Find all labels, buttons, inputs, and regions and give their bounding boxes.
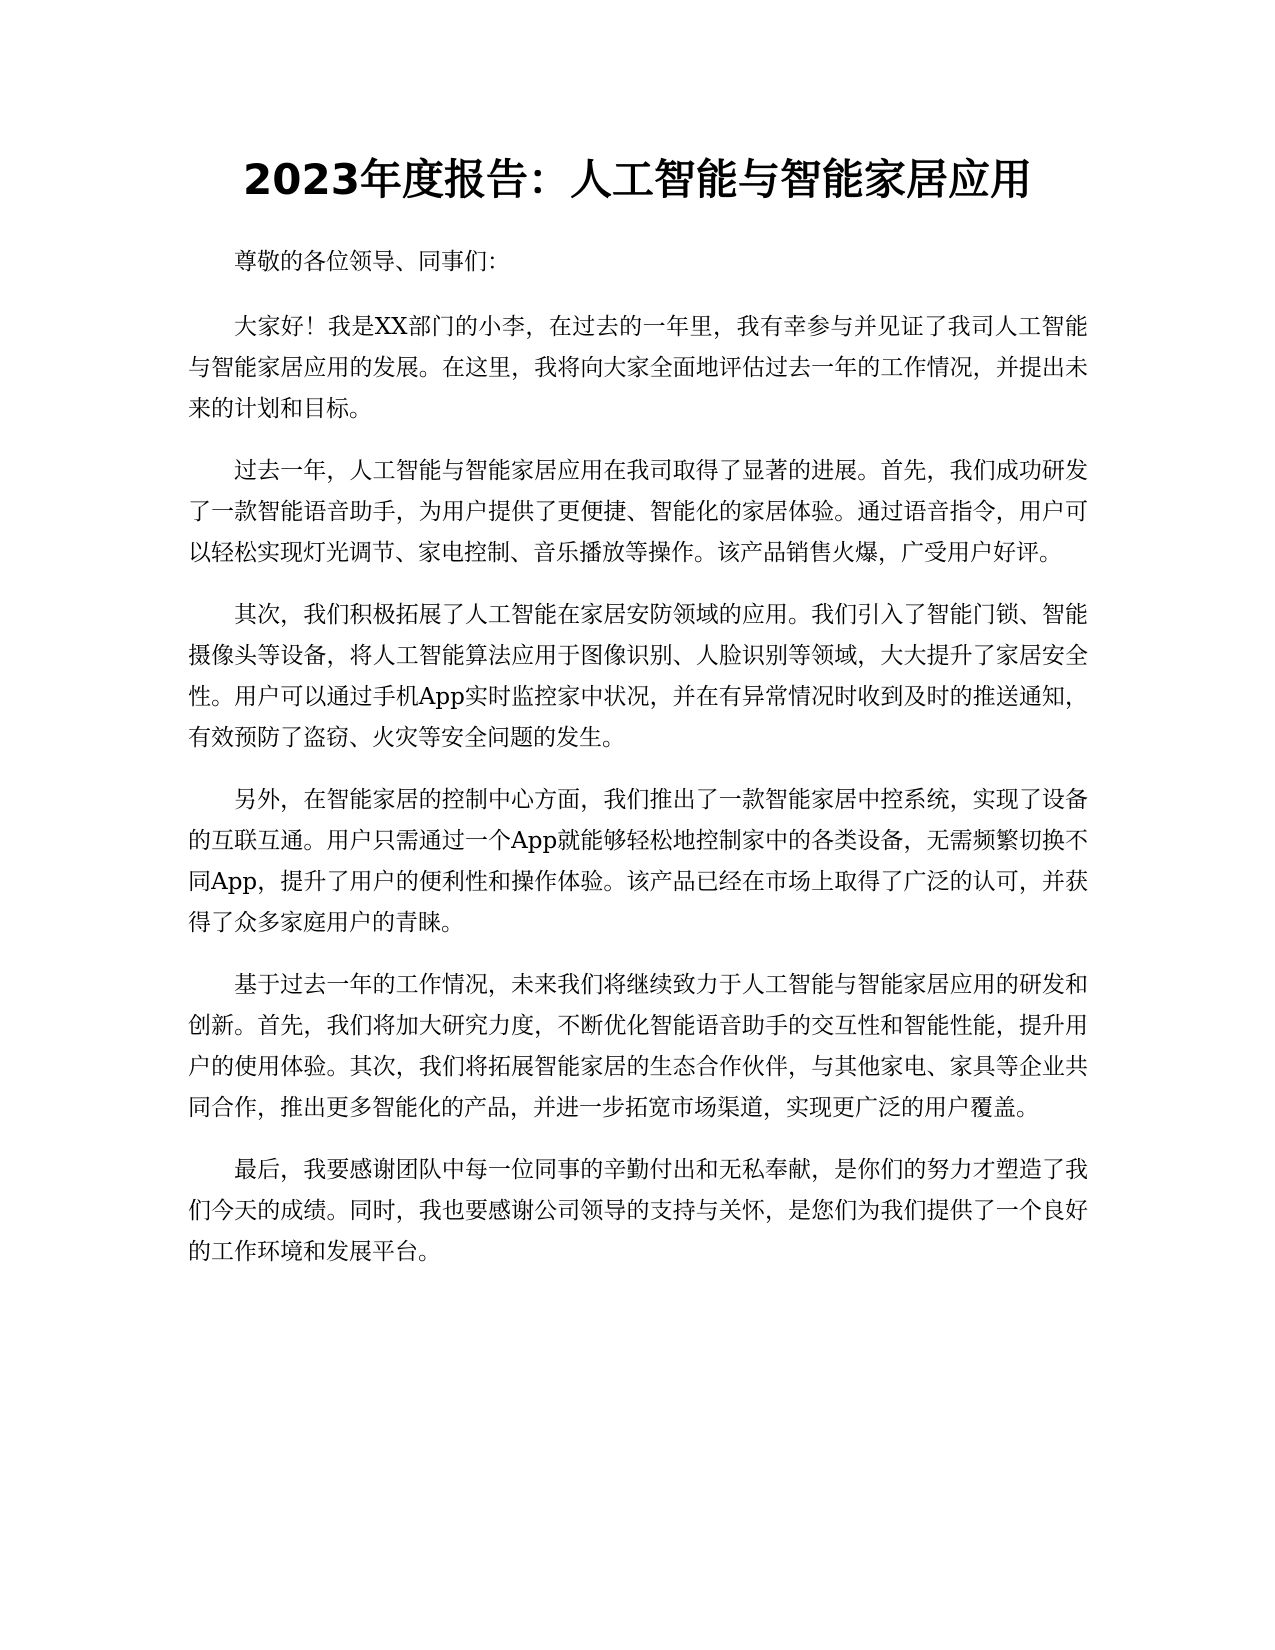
- document-title: 2023年度报告：人工智能与智能家居应用: [243, 155, 1032, 204]
- acknowledgement-paragraph: 最后，我要感谢团队中每一位同事的辛勤付出和无私奉献，是你们的努力才塑造了我们今天的成绩。同时，我也要感谢公司领导的支持与关怀，是您们为我们提供了一个良好的工作环境和发展平台。: [188, 1157, 1088, 1265]
- control-center-paragraph: 另外，在智能家居的控制中心方面，我们推出了一款智能家居中控系统，实现了设备的互联互通。用户只需通过一个App就能够轻松地控制家中的各类设备，无需频繁切换不同App，提升了用户的便利性和操作体验。该产品已经在市场上取得了广泛的认可，并获得了众多家庭用户的青睐。: [188, 787, 1088, 936]
- home-security-paragraph: 其次，我们积极拓展了人工智能在家居安防领域的应用。我们引入了智能门锁、智能摄像头等设备，将人工智能算法应用于图像识别、人脸识别等领域，大大提升了家居安全性。用户可以通过手机App实时监控家中状况，并在有异常情况时收到及时的推送通知，有效预防了盗窃、火灾等安全问题的发生。: [188, 602, 1088, 751]
- future-plans-paragraph: 基于过去一年的工作情况，未来我们将继续致力于人工智能与智能家居应用的研发和创新。首先，我们将加大研究力度，不断优化智能语音助手的交互性和智能性能，提升用户的使用体验。其次，我们将拓展智能家居的生态合作伙伴，与其他家电、家具等企业共同合作，推出更多智能化的产品，并进一步拓宽市场渠道，实现更广泛的用户覆盖。: [188, 972, 1088, 1121]
- voice-assistant-paragraph: 过去一年，人工智能与智能家居应用在我司取得了显著的进展。首先，我们成功研发了一款智能语音助手，为用户提供了更便捷、智能化的家居体验。通过语音指令，用户可以轻松实现灯光调节、家电控制、音乐播放等操作。该产品销售火爆，广受用户好评。: [188, 458, 1088, 566]
- document-body: [188, 242, 1088, 1294]
- intro-paragraph: 大家好！我是XX部门的小李，在过去的一年里，我有幸参与并见证了我司人工智能与智能家居应用的发展。在这里，我将向大家全面地评估过去一年的工作情况，并提出未来的计划和目标。: [188, 314, 1088, 422]
- salutation-paragraph: 尊敬的各位领导、同事们：: [234, 249, 510, 275]
